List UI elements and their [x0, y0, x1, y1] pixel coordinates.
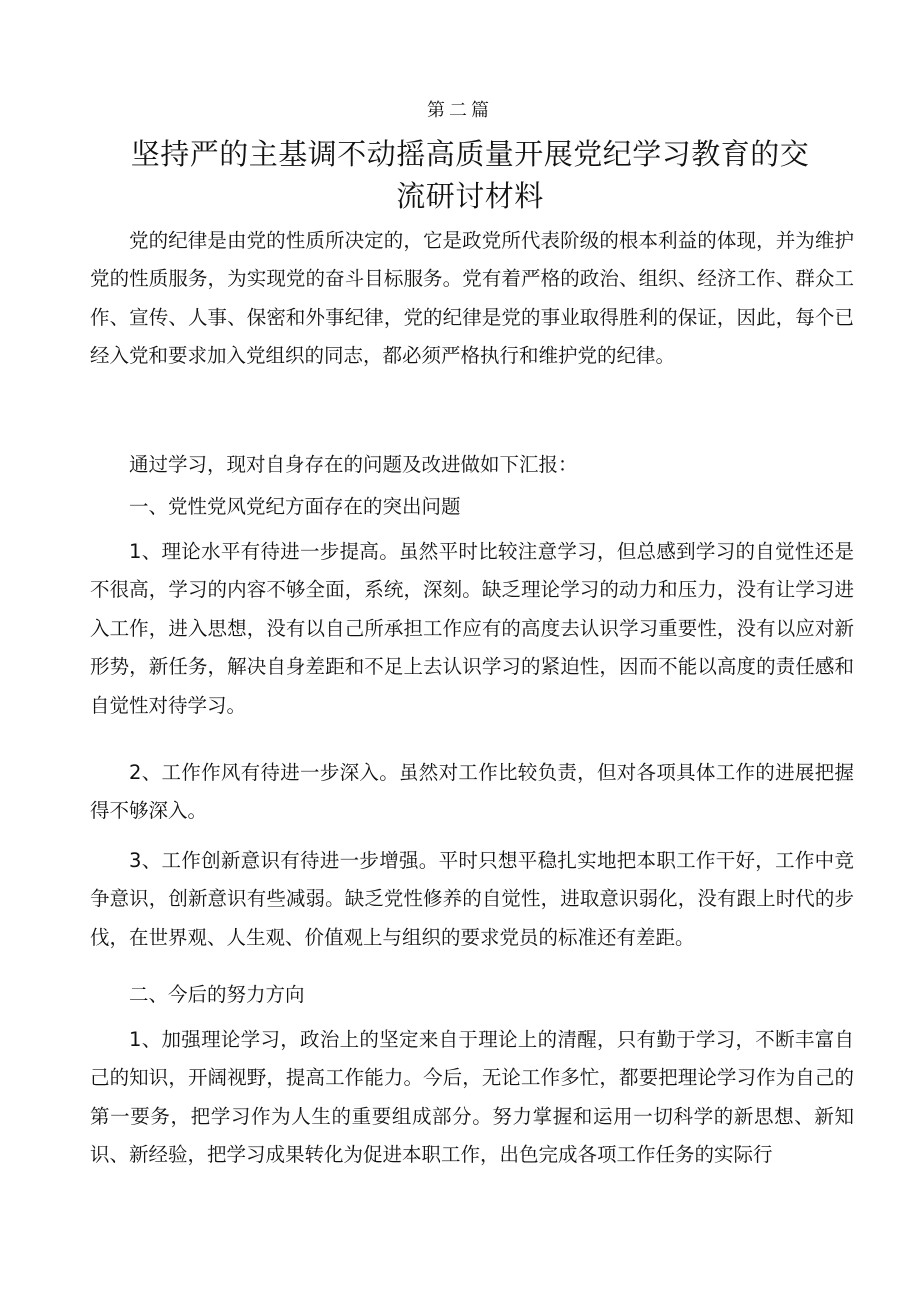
transition-paragraph: 通过学习，现对自身存在的问题及改进做如下汇报： [129, 453, 578, 476]
section1-item-1 [90, 533, 854, 725]
item-lead: 1、理论水平有待进一步提高。 [129, 540, 400, 563]
item-text: 平时只想平稳扎实地把本职工作干好，工作中竞争意识，创新意识有些减弱。缺乏党性修养的自觉性，进取意识弱化，没有跟上时代的步伐，在世界观、人生观、价值观上与组织的要求党员的标准还有差距。 [90, 849, 854, 949]
section1-item-3 [90, 842, 854, 957]
item-text: 虽然对工作比较负责，但对各项具体工作的进展把握得不够深入。 [90, 761, 854, 823]
item-lead: 3、工作创新意识有待进一步增强。 [129, 849, 439, 872]
item-lead: 2、工作作风有待进一步深入。 [129, 761, 400, 784]
section-label: 第二篇 [427, 100, 493, 121]
item-text: 虽然平时比较注意学习，但总感到学习的自觉性还是不很高，学习的内容不够全面，系统，深刻。缺乏理论学习的动力和压力，没有让学习进入工作，进入思想，没有以自己所承担工作应有的高度去认识学习重要性，没有以应对新形势，新任务，解决自身差距和不足上去认识学习的紧迫性，因而不能以高度的责任感和自觉性对待学习。 [90, 540, 854, 717]
section2-item-1 [90, 1021, 854, 1175]
item-lead: 1、加强理论学习，政治上的坚定来自于理论上的清醒，只有勤于学习，不断丰富自己的知识，开阔视野，提高工作能力。 [90, 1028, 854, 1090]
document-title: 坚持严的主基调不动摇高质量开展党纪学习教育的交流研讨材料 [130, 137, 810, 213]
section1-item-2 [90, 754, 854, 831]
section2-heading: 二、今后的努力方向 [129, 983, 305, 1006]
item-text: 今后，无论工作多忙，都要把理论学习作为自己的第一要务，把学习作为人生的重要组成部分。努力掌握和运用一切科学的新思想、新知识、新经验，把学习成果转化为促进本职工作，出色完成各项工作任务的实际行 [90, 1066, 854, 1167]
intro-paragraph: 党的纪律是由党的性质所决定的，它是政党所代表阶级的根本利益的体现，并为维护党的性质服务，为实现党的奋斗目标服务。党有着严格的政治、组织、经济工作、群众工作、宣传、人事、保密和外事纪律，党的纪律是党的事业取得胜利的保证，因此，每个已经入党和要求加入党组织的同志，都必须严格执行和维护党的纪律。 [90, 229, 854, 368]
section1-heading: 一、党性党风党纪方面存在的突出问题 [129, 495, 461, 518]
